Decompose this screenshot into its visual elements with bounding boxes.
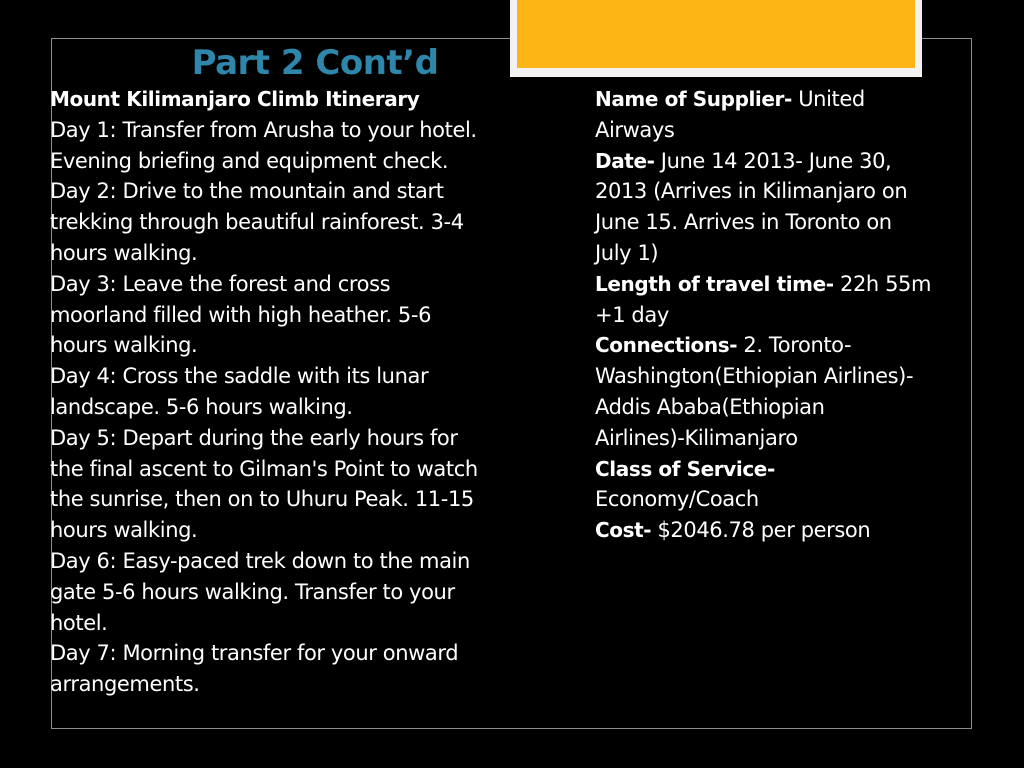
connections-value-cont: Washington(Ethiopian Airlines)- — [595, 364, 914, 389]
date-label: Date- — [595, 148, 655, 173]
itinerary-line: Day 4: Cross the saddle with its lunar — [50, 364, 429, 389]
connections-value: 2. Toronto- — [737, 333, 852, 358]
date-value-cont: July 1) — [595, 240, 659, 265]
length-value-cont: +1 day — [595, 302, 669, 327]
itinerary-line: the final ascent to Gilman's Point to watch — [50, 456, 478, 481]
itinerary-line: Day 7: Morning transfer for your onward — [50, 641, 459, 666]
itinerary-line: hours walking. — [50, 333, 198, 358]
slide-title: Part 2 Cont’d — [191, 43, 439, 83]
date-value-cont: June 15. Arrives in Toronto on — [595, 210, 892, 235]
accent-tab — [517, 0, 915, 68]
itinerary-line: the sunrise, then on to Uhuru Peak. 11-15 — [50, 487, 474, 512]
itinerary-line: arrangements. — [50, 672, 200, 697]
class-label: Class of Service- — [595, 456, 775, 481]
connections-row — [595, 330, 980, 361]
supplier-value-cont: Airways — [595, 117, 675, 142]
class-value: Economy/Coach — [595, 487, 759, 512]
itinerary-line: Evening briefing and equipment check. — [50, 148, 449, 173]
connections-label: Connections- — [595, 333, 738, 358]
supplier-row — [595, 84, 980, 115]
itinerary-line: landscape. 5-6 hours walking. — [50, 394, 353, 419]
itinerary-line: hotel. — [50, 610, 108, 635]
itinerary-line: Day 2: Drive to the mountain and start — [50, 179, 444, 204]
itinerary-line: Day 1: Transfer from Arusha to your hotel. — [50, 117, 477, 142]
date-value-cont: 2013 (Arrives in Kilimanjaro on — [595, 179, 908, 204]
itinerary-line: Day 6: Easy-paced trek down to the main — [50, 548, 470, 573]
itinerary-line: trekking through beautiful rainforest. 3-4 — [50, 210, 464, 235]
cost-label: Cost- — [595, 518, 652, 543]
itinerary-line: moorland filled with high heather. 5-6 — [50, 302, 432, 327]
itinerary-column — [50, 84, 582, 700]
itinerary-line: Day 5: Depart during the early hours for — [50, 425, 458, 450]
itinerary-heading: Mount Kilimanjaro Climb Itinerary — [50, 87, 420, 111]
connections-value-cont: Addis Ababa(Ethiopian — [595, 394, 825, 419]
itinerary-line: hours walking. — [50, 240, 198, 265]
date-value: June 14 2013- June 30, — [654, 148, 892, 173]
supplier-label: Name of Supplier- — [595, 87, 792, 111]
travel-details-column — [595, 84, 980, 546]
length-label: Length of travel time- — [595, 271, 834, 296]
date-row — [595, 146, 980, 177]
itinerary-line: gate 5-6 hours walking. Transfer to your — [50, 579, 455, 604]
itinerary-line: Day 3: Leave the forest and cross — [50, 271, 391, 296]
supplier-value: United — [791, 87, 865, 111]
cost-value: $2046.78 per person — [651, 518, 871, 543]
length-row — [595, 269, 980, 300]
connections-value-cont: Airlines)-Kilimanjaro — [595, 425, 798, 450]
cost-row — [595, 515, 980, 546]
itinerary-line: hours walking. — [50, 518, 198, 543]
length-value: 22h 55m — [833, 271, 932, 296]
